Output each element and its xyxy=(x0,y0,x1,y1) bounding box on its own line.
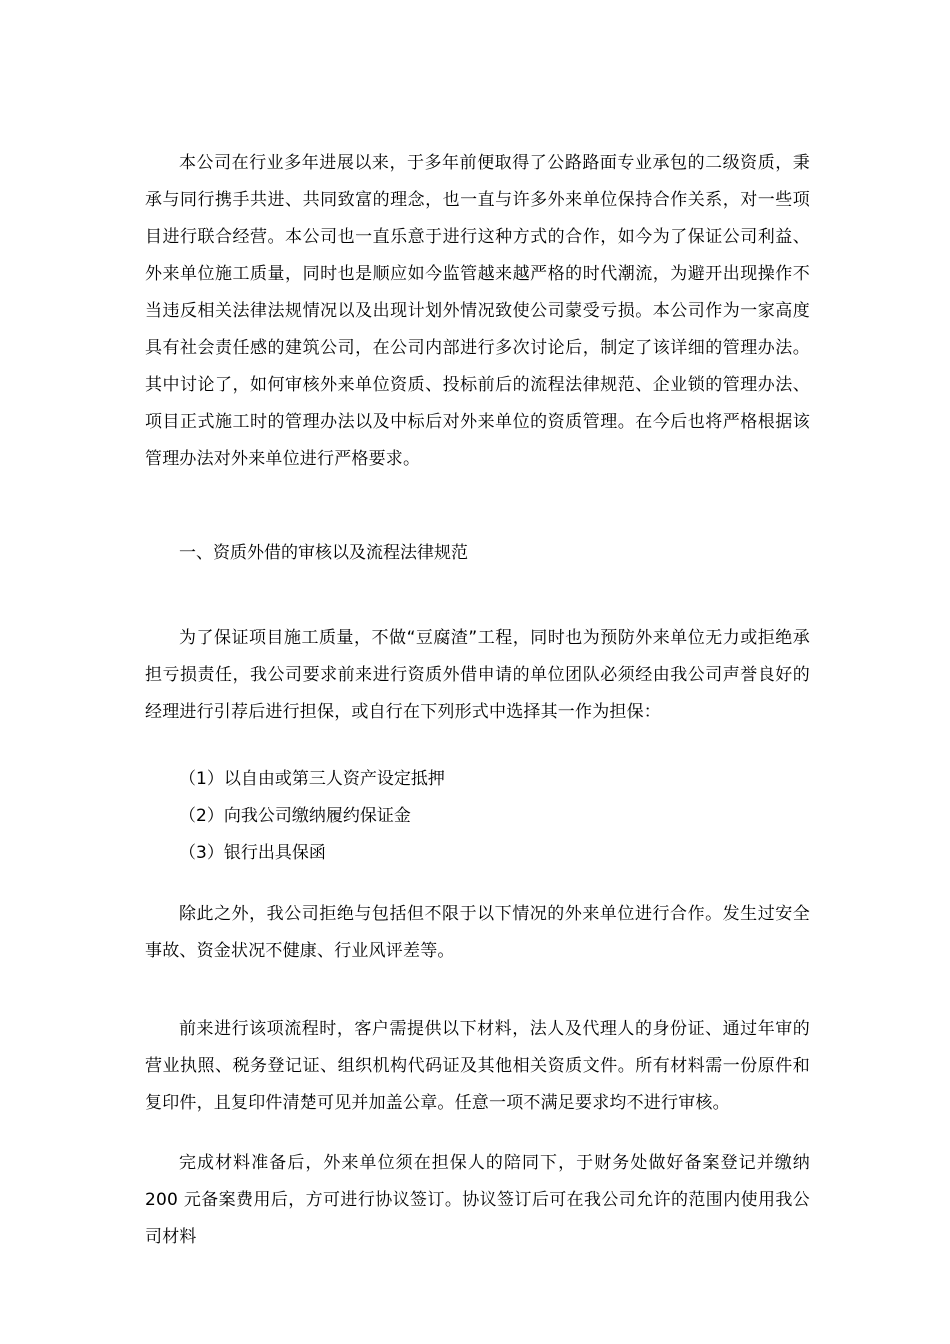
materials-paragraph: 前来进行该项流程时，客户需提供以下材料，法人及代理人的身份证、通过年审的营业执照、税务登记证、组织机构代码证及其他相关资质文件。所有材料需一份原件和复印件，且复印件清楚可见并加盖公章。任意一项不满足要求均不进行审核。 xyxy=(145,1019,810,1113)
fee-paragraph: 完成材料准备后，外来单位须在担保人的陪同下，于财务处做好备案登记并缴纳 200 元备案费用后，方可进行协议签订。协议签订后可在我公司允许的范围内使用我公司材料 xyxy=(145,1153,810,1247)
section-heading: 一、资质外借的审核以及流程法律规范 xyxy=(179,543,468,563)
list-item: （3）银行出具保函 xyxy=(179,843,326,863)
list-item: （2）向我公司缴纳履约保证金 xyxy=(179,806,411,826)
guarantee-paragraph: 为了保证项目施工质量，不做“豆腐渣”工程，同时也为预防外来单位无力或拒绝承担亏损责任，我公司要求前来进行资质外借申请的单位团队必须经由我公司声誉良好的经理进行引荐后进行担保，或自行在下列形式中选择其一作为担保： xyxy=(145,628,810,722)
intro-paragraph: 本公司在行业多年进展以来，于多年前便取得了公路路面专业承包的二级资质，秉承与同行携手共进、共同致富的理念，也一直与许多外来单位保持合作关系，对一些项目进行联合经营。本公司也一直乐意于进行这种方式的合作，如今为了保证公司利益、外来单位施工质量，同时也是顺应如今监管越来越严格的时代潮流，为避开出现操作不当违反相关法律法规情况以及出现计划外情况致使公司蒙受亏损。本公司作为一家高度具有社会责任感的建筑公司，在公司内部进行多次讨论后，制定了该详细的管理办法。其中讨论了，如何审核外来单位资质、投标前后的流程法律规范、企业锁的管理办法、项目正式施工时的管理办法以及中标后对外来单位的资质管理。在今后也将严格根据该管理办法对外来单位进行严格要求。 xyxy=(145,153,810,469)
list-item: （1）以自由或第三人资产设定抵押 xyxy=(179,769,445,789)
refuse-paragraph: 除此之外，我公司拒绝与包括但不限于以下情况的外来单位进行合作。发生过安全事故、资金状况不健康、行业风评差等。 xyxy=(145,904,810,961)
